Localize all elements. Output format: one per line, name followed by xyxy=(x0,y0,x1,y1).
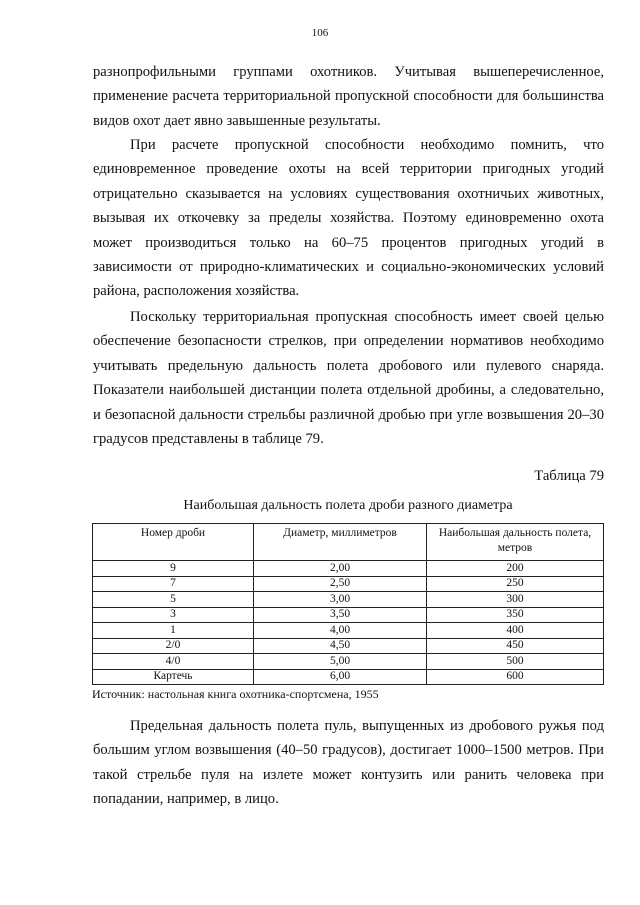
table-cell: 1 xyxy=(93,623,254,639)
table-header-row xyxy=(93,524,604,561)
table-cell: 250 xyxy=(427,576,604,592)
table-cell: 600 xyxy=(427,669,604,685)
paragraph-2: При расчете пропускной способности необходимо помнить, что единовременное проведение охоты на всей территории пригодных угодий отрицательно сказывается на условиях существования охотничьих животных, вызывая их откочевку за пределы хозяйства. Поэтому единовременно охота может производиться только на 60–75 процентов пригодных угодий в зависимости от природно-климатических и социально-экономических условий района, расположения хозяйства. xyxy=(93,137,604,300)
table-header-cell: Диаметр, миллиметров xyxy=(254,524,427,561)
data-table xyxy=(92,523,604,685)
table-title: Наибольшая дальность полета дроби разного диаметра xyxy=(183,498,513,513)
table-row xyxy=(93,607,604,623)
table-cell: 5,00 xyxy=(254,654,427,670)
table-cell: 4,50 xyxy=(254,638,427,654)
page-number: 106 xyxy=(311,27,329,39)
table-cell: 500 xyxy=(427,654,604,670)
table-cell: 300 xyxy=(427,592,604,608)
table-cell: 4,00 xyxy=(254,623,427,639)
table-row xyxy=(93,638,604,654)
table-cell: 4/0 xyxy=(93,654,254,670)
paragraph-3: Поскольку территориальная пропускная способность имеет своей целью обеспечение безопасности стрелков, при определении нормативов необходимо учитывать предельную дальность полета дробового или пулевого снаряда. Показатели наибольшей дистанции полета отдельной дробины, а следовательно, и безопасной дальности стрельбы различной дробью при угле возвышения 20–30 градусов представлены в таблице 79. xyxy=(93,309,604,448)
table-cell: 400 xyxy=(427,623,604,639)
table-source: Источник: настольная книга охотника-спортсмена, 1955 xyxy=(92,687,379,701)
table-cell: 5 xyxy=(93,592,254,608)
table-row xyxy=(93,592,604,608)
table-row xyxy=(93,576,604,592)
table-cell: 350 xyxy=(427,607,604,623)
table-label: Таблица 79 xyxy=(534,468,604,484)
table-row xyxy=(93,669,604,685)
table-row xyxy=(93,654,604,670)
table-cell: 3 xyxy=(93,607,254,623)
paragraph-1: разнопрофильными группами охотников. Учитывая вышеперечисленное, применение расчета территориальной пропускной способности для большинства видов охот дает явно завышенные результаты. xyxy=(93,64,604,129)
table-cell: 9 xyxy=(93,561,254,577)
table-cell: 2,50 xyxy=(254,576,427,592)
table-header-cell: Номер дроби xyxy=(93,524,254,561)
table-cell: 3,00 xyxy=(254,592,427,608)
table-cell: 2,00 xyxy=(254,561,427,577)
table-cell: 2/0 xyxy=(93,638,254,654)
table-header-cell: Наибольшая дальность полета, метров xyxy=(427,524,604,561)
table-row xyxy=(93,561,604,577)
table-cell: 7 xyxy=(93,576,254,592)
table-row xyxy=(93,623,604,639)
table-cell: 6,00 xyxy=(254,669,427,685)
table-cell: Картечь xyxy=(93,669,254,685)
table-cell: 3,50 xyxy=(254,607,427,623)
table-cell: 450 xyxy=(427,638,604,654)
paragraph-4: Предельная дальность полета пуль, выпущенных из дробового ружья под большим углом возвышения (40–50 градусов), достигает 1000–1500 метров. При такой стрельбе пуля на излете может контузить или ранить человека при попадании, например, в лицо. xyxy=(93,718,604,808)
table-cell: 200 xyxy=(427,561,604,577)
